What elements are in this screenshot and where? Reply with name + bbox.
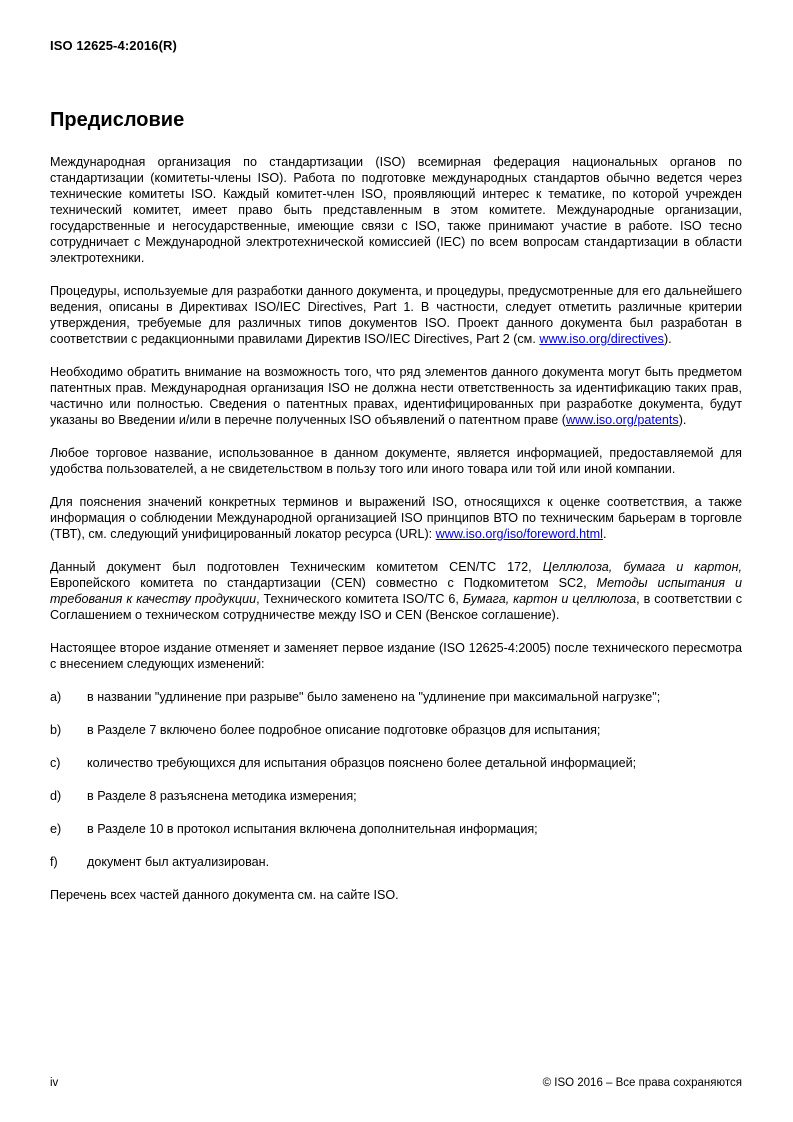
list-item: [50, 788, 742, 804]
paragraph-trade-names: Любое торговое название, использованное в данном документе, является информацией, предоставляемой для удобства пользователей, а не свидетельством в пользу того или иного товара или той или иной компании.: [50, 446, 742, 476]
document-reference: ISO 12625-4:2016(R): [50, 38, 177, 53]
paragraph-closing: Перечень всех частей данного документа см. на сайте ISO.: [50, 888, 399, 902]
amendments-list: [50, 689, 742, 870]
paragraph-second-edition: Настоящее второе издание отменяет и заменяет первое издание (ISO 12625-4:2005) после технического пересмотра с внесением следующих изменений:: [50, 641, 742, 671]
paragraph-text: ).: [678, 413, 687, 427]
paragraph-patent-rights: [50, 364, 742, 428]
paragraph-text: , Технического комитета ISO/TC 6,: [256, 592, 463, 606]
list-item-text: количество требующихся для испытания образцов пояснено более детальной информацией;: [87, 756, 637, 770]
page-title: Предисловие: [50, 109, 185, 131]
list-item: [50, 689, 742, 705]
paragraph-procedures: [50, 283, 742, 347]
tc6-name-italic: Бумага, картон и целлюлоза: [462, 592, 637, 606]
list-item-label: c): [50, 756, 61, 770]
list-item-label: f): [50, 855, 58, 869]
committee-name-italic: Целлюлоза, бумага и картон,: [542, 560, 742, 574]
foreword-link[interactable]: www.iso.org/iso/foreword.html: [435, 527, 603, 541]
list-item: [50, 854, 742, 870]
page-number: iv: [50, 1077, 59, 1089]
list-item-label: b): [50, 723, 62, 737]
paragraph-text: , в соответствии с Соглашением о техническом сотрудничестве между ISO и CEN (Венское соглашение).: [50, 592, 742, 622]
paragraph-iso-federation: Международная организация по стандартизации (ISO) всемирная федерация национальных органов по стандартизации (комитеты-члены ISO). Работа по подготовке международных стандартов обычно ведется через технические комитеты ISO. Каждый комитет-член ISO, проявляющий интерес к тематике, по которой учрежден технический комитет, имеет право быть представленным в этом комитете. Международные организации, государственные и негосударственные, имеющие связи с ISO, также принимают участие в работе. ISO тесно сотрудничает с Международной электротехнической комиссией (IEC) по всем вопросам стандартизации в области электротехники.: [50, 155, 742, 265]
list-item-text: в названии "удлинение при разрыве" было заменено на "удлинение при максимальной нагрузке";: [87, 690, 661, 704]
directives-link[interactable]: www.iso.org/directives: [539, 332, 664, 346]
paragraph-text: Необходимо обратить внимание на возможность того, что ряд элементов данного документа могут быть предметом патентных прав. Международная организация ISO не должна нести ответственность за идентификацию таких прав, частично или полностью. Сведения о патентных правах, идентифицированных при разработке документа, будут указаны во Введении и/или в перечне полученных ISO объявлений о патентном праве (: [50, 365, 742, 427]
list-item: [50, 755, 742, 771]
paragraph-text: Процедуры, используемые для разработки данного документа, и процедуры, предусмотренные для его дальнейшего ведения, описаны в Директивах ISO/IEC Directives, Part 1. В частности, следует отметить различные критерии утверждения, требуемые для различных типов документов ISO. Проект данного документа был разработан в соответствии с редакционными правилами Директив ISO/IEC Directives, Part 2 (см.: [50, 284, 742, 346]
copyright-notice: © ISO 2016 – Все права сохраняются: [542, 1077, 742, 1089]
paragraph-text: .: [602, 527, 607, 541]
patents-link[interactable]: www.iso.org/patents: [565, 413, 679, 427]
list-item: [50, 821, 742, 837]
list-item-label: a): [50, 690, 62, 704]
list-item: [50, 722, 742, 738]
list-item-text: в Разделе 10 в протокол испытания включена дополнительная информация;: [87, 822, 538, 836]
list-item-label: d): [50, 789, 62, 803]
paragraph-text: Данный документ был подготовлен Техническим комитетом CEN/TC 172,: [50, 560, 543, 574]
paragraph-committee: [50, 559, 742, 623]
paragraph-text: Для пояснения значений конкретных терминов и выражений ISO, относящихся к оценке соответствия, а также информация о соблюдении Международной организацией ISO принципов ВТО по техническим барьерам в торговле (ТВТ), см. следующий унифицированный локатор ресурса (URL):: [50, 495, 742, 541]
paragraph-text: ).: [663, 332, 672, 346]
list-item-text: в Разделе 7 включено более подробное описание подготовке образцов для испытания;: [87, 723, 601, 737]
page-footer: [50, 1077, 742, 1090]
list-item-text: документ был актуализирован.: [87, 855, 270, 869]
list-item-label: e): [50, 822, 62, 836]
list-item-text: в Разделе 8 разъяснена методика измерения;: [87, 789, 357, 803]
paragraph-text: Европейского комитета по стандартизации (CEN) совместно с Подкомитетом SC2,: [50, 576, 597, 590]
paragraph-wto-tbt: [50, 494, 742, 542]
subcommittee-name-italic: Методы испытания и требования к качеству продукции: [50, 576, 742, 606]
